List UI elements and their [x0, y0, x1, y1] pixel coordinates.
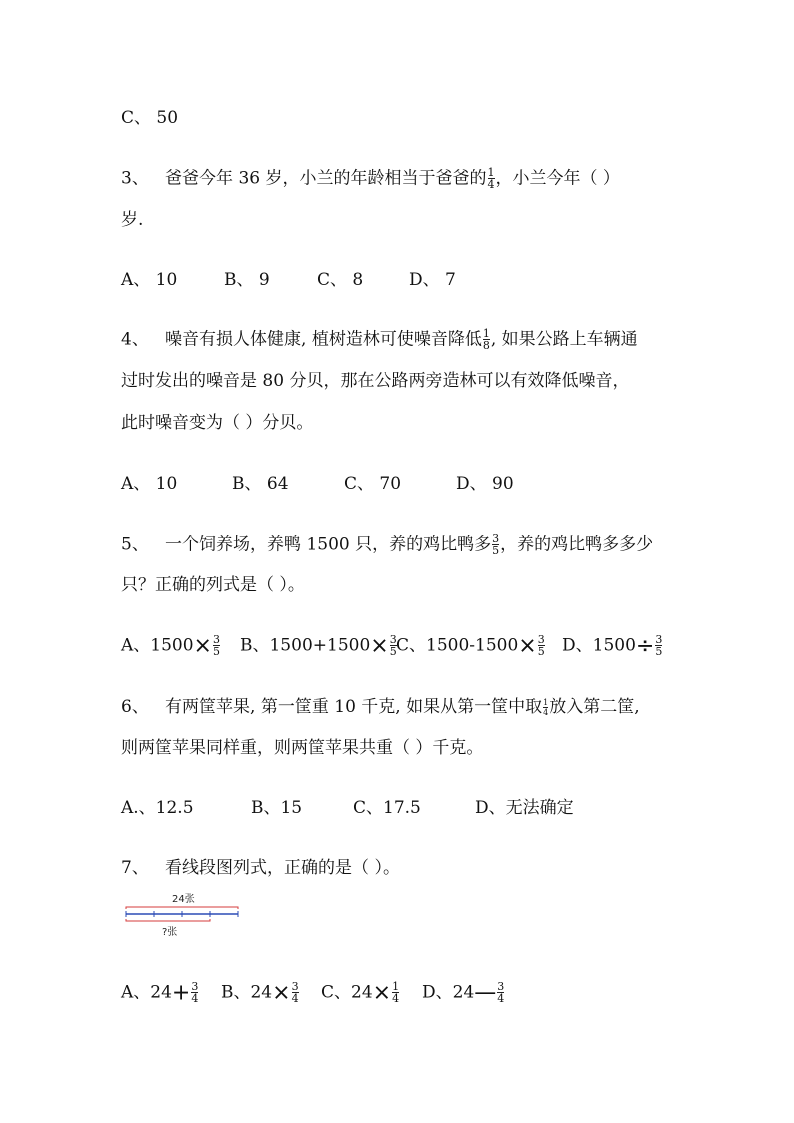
q5-option-d: D、1500÷ $\frac{3}{5}$	[562, 633, 663, 659]
q6-line2: 则两筐苹果同样重，则两筐苹果共重（ ）千克。	[121, 738, 484, 758]
q5-text-before: 一个饲养场，养鸭 1500 只，养的鸡比鸭多	[165, 534, 492, 555]
q3-option-a: A、 10	[121, 270, 178, 290]
q5-fraction: $\frac{3}{5}$	[492, 532, 500, 557]
q3-option-d: D、 7	[409, 270, 456, 290]
q6-number: 6、	[121, 697, 149, 717]
q5-number: 5、	[121, 534, 149, 555]
question-5	[121, 534, 653, 556]
q6-text-before: 有两筐苹果, 第一筐重 10 千克, 如果从第一筐中取	[165, 697, 543, 717]
q4-option-a: A、 10	[121, 474, 178, 494]
question-7	[121, 858, 400, 878]
diagram-bottom-brace	[126, 919, 210, 921]
q7-option-b: B、24× $\frac{3}{4}$	[221, 980, 299, 1006]
q6-text-after: 放入第二筐,	[549, 697, 640, 717]
q7-option-d: D、24— $\frac{3}{4}$	[422, 980, 505, 1006]
q4-fraction: $\frac{1}{8}$	[482, 327, 490, 352]
q5-option-c: C、1500-1500× $\frac{3}{5}$	[396, 633, 545, 659]
q5-option-a: A、1500× $\frac{3}{5}$	[121, 633, 220, 659]
question-4	[121, 329, 638, 351]
q4-line3: 此时噪音变为（ ）分贝。	[121, 413, 314, 433]
q5-line2: 只？正确的列式是（ ）。	[121, 575, 305, 595]
q3-number: 3、	[121, 168, 149, 189]
question-6	[121, 697, 640, 717]
q3-text-after: ，小兰今年（ ）	[495, 168, 620, 189]
q4-option-b: B、 64	[232, 474, 289, 494]
question-3	[121, 168, 620, 190]
q4-number: 4、	[121, 329, 149, 350]
diagram-top-label: 24张	[172, 894, 195, 905]
q7-option-a: A、24+ $\frac{3}{4}$	[121, 980, 199, 1006]
q3-option-b: B、 9	[224, 270, 270, 290]
q6-option-c: C、17.5	[353, 798, 421, 818]
q4-line2: 过时发出的噪音是 80 分贝，那在公路两旁造林可以有效降低噪音，	[121, 371, 630, 391]
q7-option-c: C、24× $\frac{1}{4}$	[321, 980, 400, 1006]
q6-option-a: A.、12.5	[121, 798, 194, 818]
q6-option-d: D、无法确定	[475, 798, 574, 818]
q4-text-after: , 如果公路上车辆通	[490, 329, 638, 350]
q3-text-before: 爸爸今年 36 岁，小兰的年龄相当于爸爸的	[165, 168, 487, 189]
q4-option-d: D、 90	[456, 474, 514, 494]
q4-option-c: C、 70	[344, 474, 402, 494]
q5-option-b: B、1500+1500× $\frac{3}{5}$	[240, 633, 397, 659]
q4-text-before: 噪音有损人体健康, 植树造林可使噪音降低	[165, 329, 482, 350]
q7-number: 7、	[121, 858, 149, 878]
option-c-previous: C、 50	[121, 108, 179, 128]
q6-fraction: $\frac{1}{4}$	[543, 697, 549, 717]
q3-line2: 岁.	[121, 210, 144, 230]
line-segment-diagram	[124, 890, 244, 942]
q3-option-c: C、 8	[317, 270, 364, 290]
q6-option-b: B、15	[251, 798, 303, 818]
diagram-top-brace	[126, 907, 238, 909]
q7-text: 看线段图列式，正确的是（ ）。	[165, 858, 400, 878]
diagram-bottom-label: ?张	[162, 927, 178, 938]
q5-text-after: ，养的鸡比鸭多多少	[500, 534, 654, 555]
q3-fraction: $\frac{1}{4}$	[487, 166, 495, 191]
